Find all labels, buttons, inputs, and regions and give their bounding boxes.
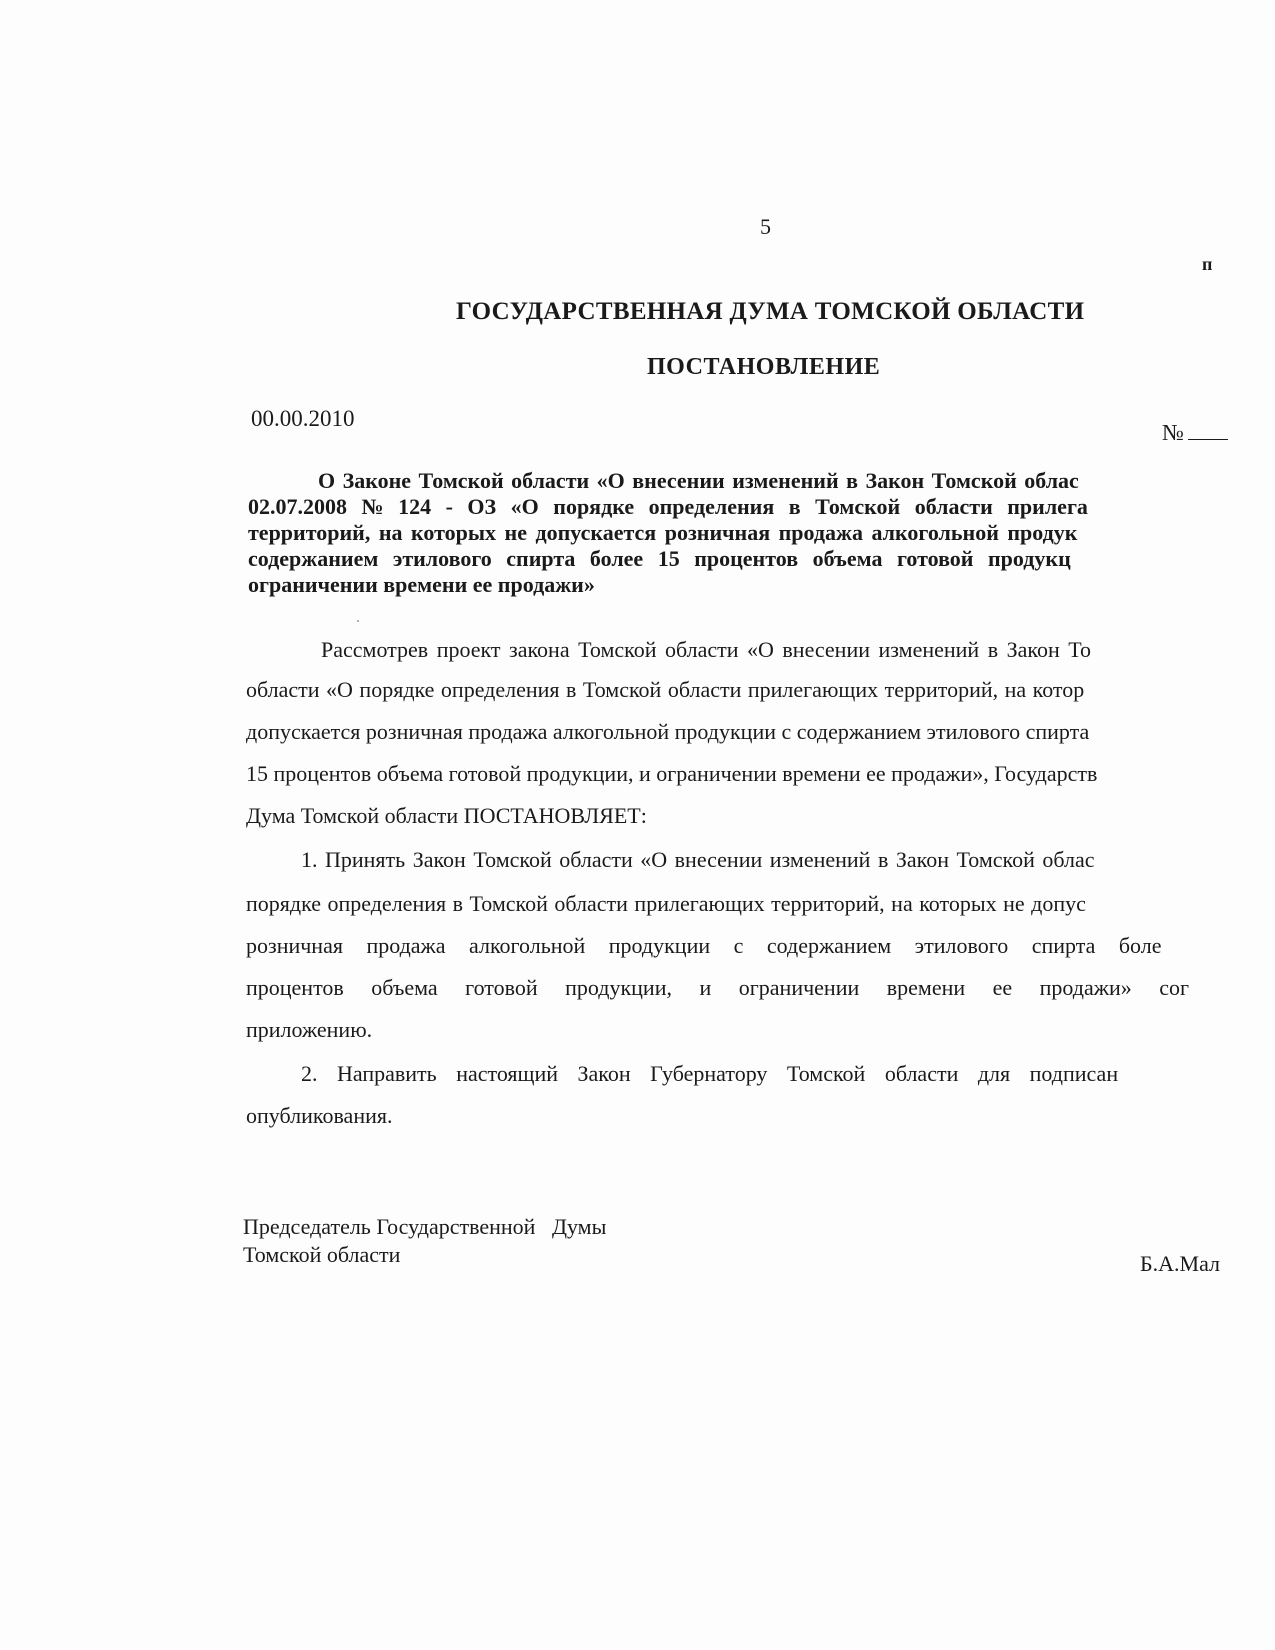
body-line: допускается розничная продажа алкогольной продукции с содержанием этилового спирта	[246, 719, 1090, 744]
body-line: процентов объема готовой продукции, и ограничении времени ее продажи» сог	[246, 975, 1190, 1000]
subject-line: ограничении времени ее продажи»	[248, 572, 595, 597]
body-line: области «О порядке определения в Томской области прилегающих территорий, на котор	[246, 677, 1085, 702]
subject-line: 02.07.2008 № 124 - ОЗ «О порядке определения в Томской области прилега	[248, 494, 1088, 519]
body-line: 1. Принять Закон Томской области «О внесении изменений в Закон Томской облас	[301, 847, 1095, 872]
body-line: 15 процентов объема готовой продукции, и ограничении времени ее продажи», Государств	[246, 761, 1098, 786]
signatory-name: Б.А.Мал	[1140, 1251, 1221, 1276]
body-line: 2. Направить настоящий Закон Губернатору Томской области для подписан	[301, 1061, 1119, 1086]
body-line: опубликования.	[246, 1103, 393, 1128]
scan-speck	[357, 620, 359, 622]
subject-line: территорий, на которых не допускается розничная продажа алкогольной продук	[248, 520, 1078, 545]
body-line: Дума Томской области ПОСТАНОВЛЯЕТ:	[246, 803, 647, 828]
document-type-heading: ПОСТАНОВЛЕНИЕ	[647, 354, 881, 380]
subject-line: содержанием этилового спирта более 15 процентов объема готовой продукц	[248, 546, 1071, 571]
number-blank-line	[1188, 439, 1228, 440]
number-sign: №	[1162, 420, 1184, 445]
body-line: приложению.	[246, 1017, 373, 1042]
signatory-title: Председатель Государственной Думы	[243, 1214, 607, 1239]
subject-line: О Законе Томской области «О внесении изменений в Закон Томской облас	[318, 468, 1079, 493]
organization-title: ГОСУДАРСТВЕННАЯ ДУМА ТОМСКОЙ ОБЛАСТИ	[456, 298, 1085, 325]
body-line: розничная продажа алкогольной продукции с содержанием этилового спирта боле	[246, 933, 1162, 958]
signatory-organization: Томской области	[243, 1242, 401, 1267]
document-date: 00.00.2010	[251, 406, 355, 431]
document-number	[1162, 420, 1228, 446]
cropped-edge-mark: п	[1202, 254, 1213, 274]
page-number: 5	[760, 214, 771, 239]
body-line: порядке определения в Томской области прилегающих территорий, на которых не допус	[246, 891, 1086, 916]
body-line: Рассмотрев проект закона Томской области «О внесении изменений в Закон То	[321, 637, 1091, 662]
